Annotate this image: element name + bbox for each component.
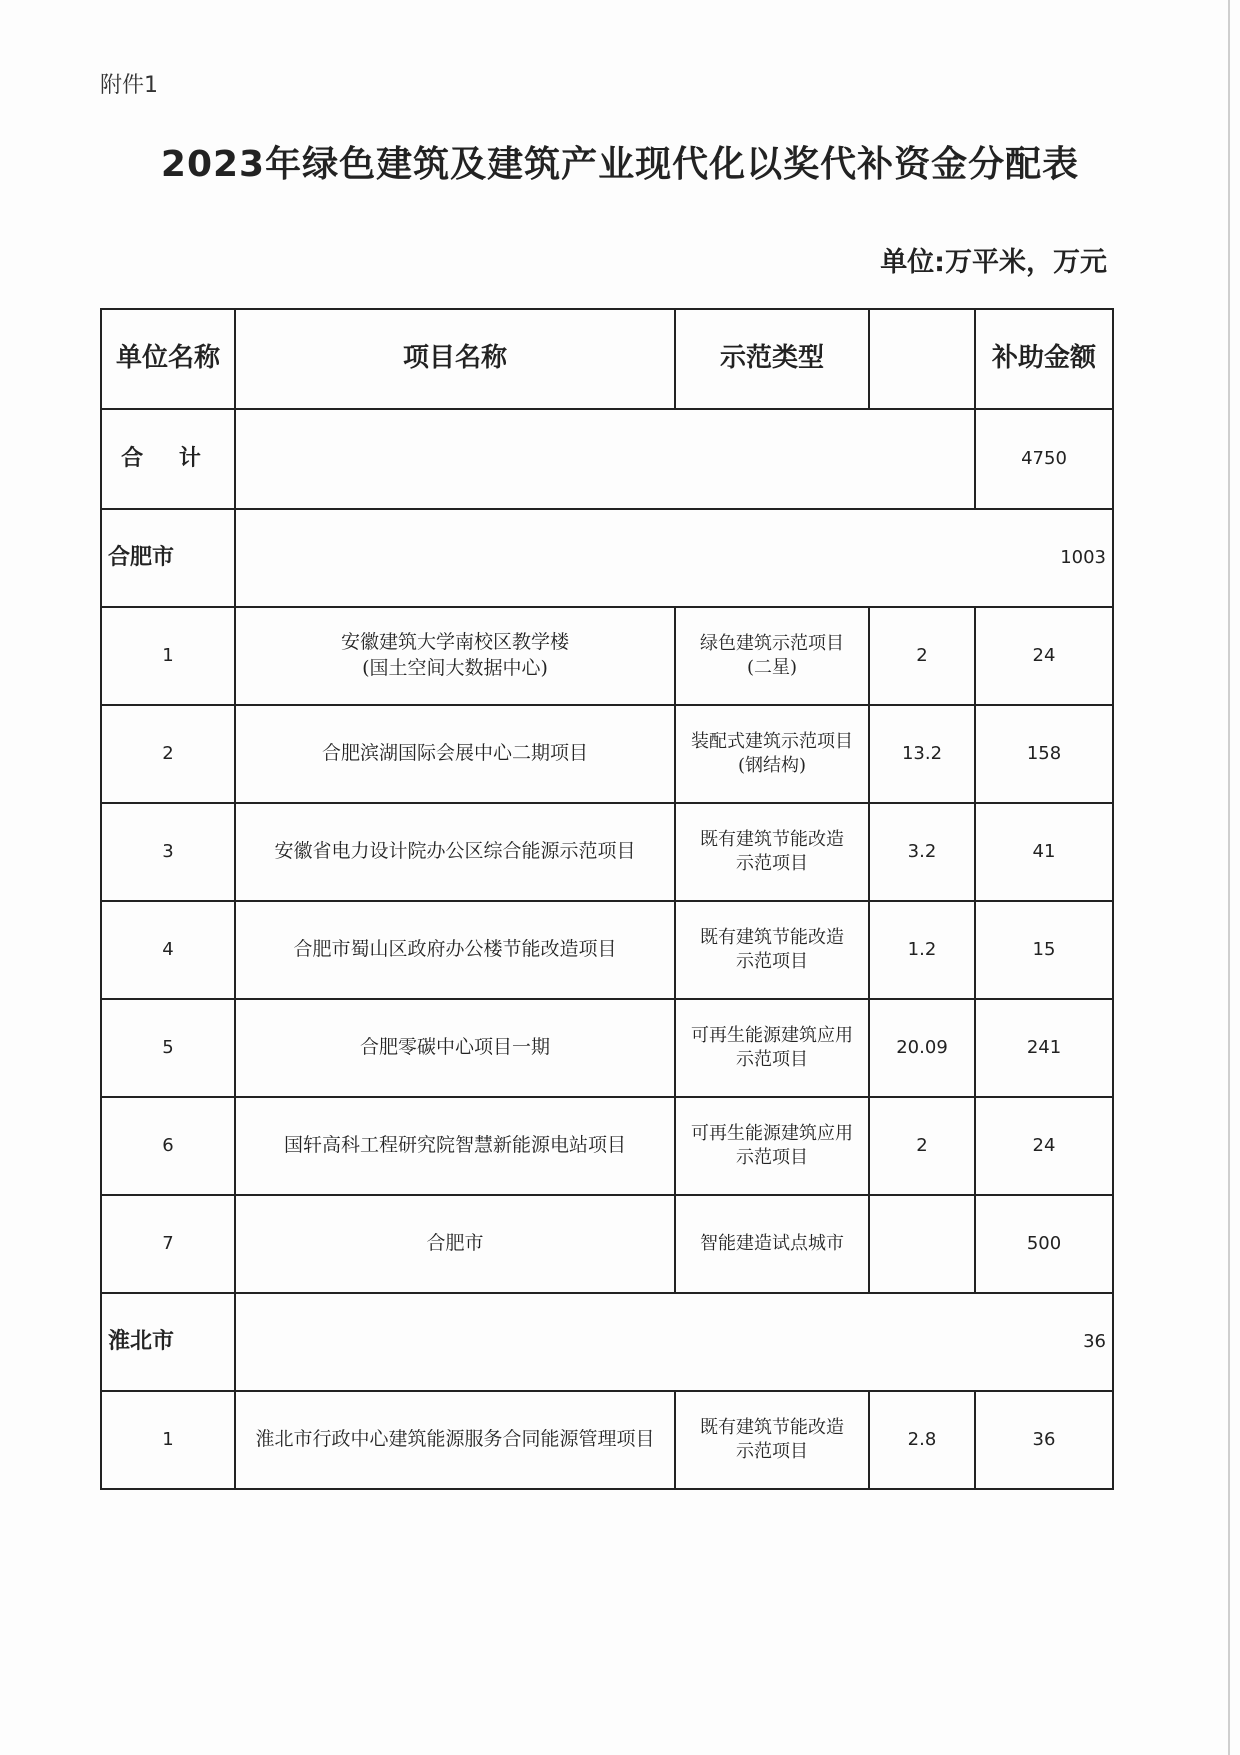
project-name: 合肥市 <box>235 1195 675 1293</box>
project-amount: 36 <box>975 1391 1113 1489</box>
header-demo-type: 示范类型 <box>675 309 869 409</box>
table-row <box>101 1097 1113 1195</box>
table-row <box>101 1391 1113 1489</box>
city-row <box>101 509 1113 607</box>
demo-type: 既有建筑节能改造 示范项目 <box>675 803 869 901</box>
project-name: 安徽省电力设计院办公区综合能源示范项目 <box>235 803 675 901</box>
header-unit-name: 单位名称 <box>101 309 235 409</box>
city-row <box>101 1293 1113 1391</box>
city-amount: 36 <box>235 1293 1113 1391</box>
scan-edge-line <box>1228 0 1230 1755</box>
table-row <box>101 705 1113 803</box>
project-name: 淮北市行政中心建筑能源服务合同能源管理项目 <box>235 1391 675 1489</box>
attachment-label: 附件1 <box>100 73 158 98</box>
project-name: 合肥市蜀山区政府办公楼节能改造项目 <box>235 901 675 999</box>
header-subsidy: 补助金额 <box>975 309 1113 409</box>
project-area: 1.2 <box>869 901 975 999</box>
project-amount: 15 <box>975 901 1113 999</box>
project-number: 4 <box>101 901 235 999</box>
project-name: 安徽建筑大学南校区教学楼 (国土空间大数据中心) <box>235 607 675 705</box>
project-number: 5 <box>101 999 235 1097</box>
project-name: 合肥滨湖国际会展中心二期项目 <box>235 705 675 803</box>
total-row <box>101 409 1113 509</box>
demo-type: 绿色建筑示范项目 (二星) <box>675 607 869 705</box>
project-amount: 241 <box>975 999 1113 1097</box>
unit-note: 单位:万平米，万元 <box>880 247 1107 278</box>
project-area: 2 <box>869 607 975 705</box>
project-amount: 24 <box>975 1097 1113 1195</box>
demo-type: 可再生能源建筑应用 示范项目 <box>675 1097 869 1195</box>
project-amount: 500 <box>975 1195 1113 1293</box>
project-area: 2.8 <box>869 1391 975 1489</box>
total-blank-cell <box>235 409 975 509</box>
header-area <box>869 309 975 409</box>
table-row <box>101 901 1113 999</box>
project-number: 1 <box>101 1391 235 1489</box>
project-number: 6 <box>101 1097 235 1195</box>
city-name: 合肥市 <box>101 509 235 607</box>
demo-type: 可再生能源建筑应用 示范项目 <box>675 999 869 1097</box>
table-row <box>101 607 1113 705</box>
project-number: 1 <box>101 607 235 705</box>
demo-type: 既有建筑节能改造 示范项目 <box>675 901 869 999</box>
project-area <box>869 1195 975 1293</box>
demo-type: 智能建造试点城市 <box>675 1195 869 1293</box>
document-title: 2023年绿色建筑及建筑产业现代化以奖代补资金分配表 <box>160 144 1080 185</box>
project-area: 3.2 <box>869 803 975 901</box>
project-number: 3 <box>101 803 235 901</box>
total-label: 合 计 <box>101 409 235 509</box>
project-amount: 41 <box>975 803 1113 901</box>
allocation-table <box>100 308 1114 1490</box>
demo-type: 装配式建筑示范项目 (钢结构) <box>675 705 869 803</box>
city-name: 淮北市 <box>101 1293 235 1391</box>
table-body <box>101 409 1113 1489</box>
project-area: 20.09 <box>869 999 975 1097</box>
project-number: 2 <box>101 705 235 803</box>
project-amount: 24 <box>975 607 1113 705</box>
project-area: 2 <box>869 1097 975 1195</box>
project-number: 7 <box>101 1195 235 1293</box>
demo-type: 既有建筑节能改造 示范项目 <box>675 1391 869 1489</box>
project-area: 13.2 <box>869 705 975 803</box>
table-row <box>101 999 1113 1097</box>
table-row <box>101 1195 1113 1293</box>
header-project-name: 项目名称 <box>235 309 675 409</box>
table-header-row <box>101 309 1113 409</box>
table-row <box>101 803 1113 901</box>
total-amount: 4750 <box>975 409 1113 509</box>
project-name: 国轩高科工程研究院智慧新能源电站项目 <box>235 1097 675 1195</box>
project-amount: 158 <box>975 705 1113 803</box>
city-amount: 1003 <box>235 509 1113 607</box>
project-name: 合肥零碳中心项目一期 <box>235 999 675 1097</box>
